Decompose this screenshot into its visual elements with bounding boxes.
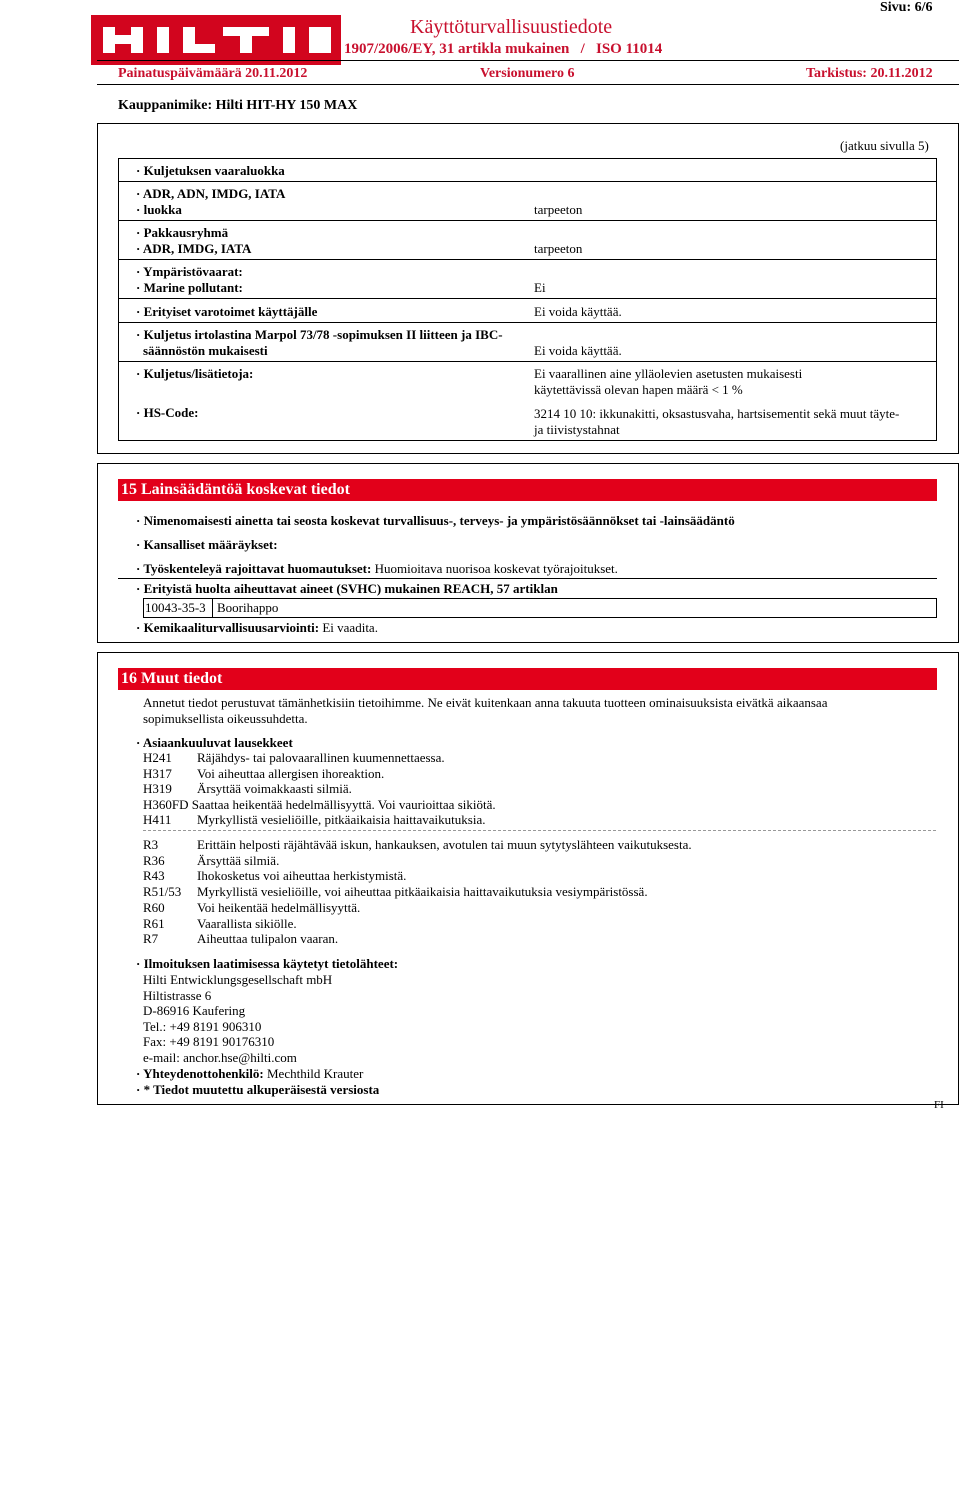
contact-label: · Yhteydenottohenkilö: [136,1066,264,1081]
phrase-text: Ärsyttää voimakkaasti silmiä. [197,781,352,797]
phrase-text: Voi aiheuttaa allergisen ihoreaktion. [197,765,385,781]
document-subtitle: 1907/2006/EY, 31 artikla mukainen / ISO 11014 [344,41,663,57]
r-phrases-list [143,837,692,947]
marine-value: Ei [534,280,546,295]
phrase-code: R51/53 [143,884,182,900]
phrase-text: Saattaa heikentää hedelmällisyyttä. Voi vaurioittaa sikiötä. [191,796,496,812]
row-divider [118,578,937,579]
phrase-code: R3 [143,837,159,852]
language-code: FI [934,1099,944,1111]
list-item [143,766,496,782]
h-phrases-list [143,750,496,828]
company-street: Hiltistrasse 6 [143,987,212,1003]
packing-regs-label: · ADR, IMDG, IATA [136,241,252,256]
class-label: · luokka [136,202,182,217]
svhc-label: · Erityistä huolta aiheuttavat aineet (SVHC) mukainen REACH, 57 artiklan [136,581,558,596]
phrase-text: Vaarallista sikiölle. [197,915,297,931]
phrase-text: Räjähdys- tai palovaarallinen kuumennettaessa. [197,750,445,765]
hazard-class-label: · Kuljetuksen vaaraluokka [136,163,285,178]
phrase-text: Ärsyttää silmiä. [197,852,280,868]
document-title: Käyttöturvallisuustiedote [410,16,613,38]
company-name: Hilti Entwicklungsgesellschaft mbH [143,972,333,987]
svhc-cell-divider [212,598,213,618]
phrase-code: R61 [143,915,165,931]
hs-label: · HS-Code: [136,405,199,420]
phrase-code: R43 [143,868,165,884]
revision-date: Tarkistus: 20.11.2012 [806,66,933,81]
extra-value-cont: käytettävissä olevan hapen määrä < 1 % [534,382,743,397]
contact-person [136,1066,363,1082]
row-divider [118,181,937,182]
marine-label: · Marine pollutant: [136,280,243,295]
contact-value: Mechthild Krauter [263,1066,364,1081]
trade-name: Kauppanimike: Hilti HIT-HY 150 MAX [118,98,358,113]
work-restrictions-label: · Työskenteleyä rajoittavat huomautukset: [136,561,372,576]
company-email: e-mail: anchor.hse@hilti.com [143,1049,297,1065]
phrase-text: Myrkyllistä vesieliöille, pitkäaikaisia haittavaikutuksia. [197,812,486,828]
phrase-text: Aiheuttaa tulipalon vaaran. [197,931,339,947]
intro-text-cont: sopimuksellista oikeussuhdetta. [143,711,308,726]
list-item [143,837,692,853]
header-rule [97,60,959,61]
company-phone: Tel.: +49 8191 906310 [143,1018,262,1034]
phrase-code: H319 [143,781,172,797]
hs-value: 3214 10 10: ikkunakitti, oksastusvaha, hartsisementit sekä muut täyte- [534,406,900,421]
row-divider [118,361,937,362]
extra-value: Ei vaarallinen aine ylläolevien asetusten mukaisesti [534,366,803,381]
company-address [143,972,332,1066]
list-item [143,931,692,947]
changes-note: · * Tiedot muutettu alkuperäisestä versiosta [136,1082,380,1097]
list-item [143,900,692,916]
phrase-text: Erittäin helposti räjähtävää iskun, hankauksen, avotulen tai muun sytytyslähteen vaikutuksesta. [197,837,692,852]
list-item [143,750,496,766]
phrase-code: H241 [143,750,172,765]
phrase-text: Ihokosketus voi aiheuttaa herkistymistä. [197,868,407,884]
list-item [143,812,496,828]
intro-text: Annetut tiedot perustuvat tämänhetkisiin tietoihimme. Ne eivät kuitenkaan anna takuuta tuotteen ominaisuuksista eivätkä aikaansaa [143,695,828,710]
bulk-value: Ei voida käyttää. [534,343,622,358]
phrase-code: H411 [143,812,172,828]
version-number: Versionumero 6 [480,66,575,81]
sources-label: · Ilmoituksen laatimisessa käytetyt tietolähteet: [136,956,399,971]
print-date: Painatuspäivämäärä 20.11.2012 [118,66,308,81]
page-number: Sivu: 6/6 [880,0,933,15]
phrase-code: H317 [143,765,172,781]
meta-rule [97,84,959,85]
special-value: Ei voida käyttää. [534,304,622,319]
list-item [143,916,692,932]
hilti-logo [91,15,341,65]
phrase-code: R60 [143,899,165,915]
hs-value-cont: ja tiivistystahnat [534,422,620,437]
env-hazards-label: · Ympäristövaarat: [136,264,243,279]
packing-group-label: · Pakkausryhmä [136,225,229,240]
national-regulations-label: · Kansalliset määräykset: [136,537,278,552]
special-label: · Erityiset varotoimet käyttäjälle [136,304,318,319]
list-item [143,868,692,884]
bulk-label: · Kuljetus irtolastina Marpol 73/78 -sopimuksen II liitteen ja IBC- [136,327,503,342]
continued-note: (jatkuu sivulla 5) [840,138,929,153]
list-item [143,781,496,797]
phrases-label: · Asiaankuuluvat lausekkeet [136,735,293,750]
chemical-safety-value: Ei vaadita. [319,620,378,635]
phrase-code: R7 [143,931,159,947]
svhc-name: Boorihappo [217,600,279,615]
bulk-label-cont: säännöstön mukaisesti [143,343,268,358]
list-item [143,853,692,869]
chemical-safety-label: · Kemikaaliturvallisuusarviointi: [136,620,320,635]
list-item [143,884,692,900]
svhc-cas: 10043-35-3 [145,600,206,615]
row-divider [118,298,937,299]
section-16-title: 16 Muut tiedot [118,668,937,690]
chemical-safety [136,620,378,636]
work-restrictions [136,561,618,577]
class-value: tarpeeton [534,202,583,217]
company-city: D-86916 Kaufering [143,1003,246,1019]
phrase-text: Myrkyllistä vesieliöille, voi aiheuttaa pitkäaikaisia haittavaikutuksia vesiympäristössä. [197,884,648,900]
phrase-code: R36 [143,852,165,868]
company-fax: Fax: +49 8191 90176310 [143,1034,275,1050]
extra-label: · Kuljetus/lisätietoja: [136,366,254,381]
phrase-text: Voi heikentää hedelmällisyyttä. [197,899,361,915]
row-divider [118,220,937,221]
work-restrictions-value: Huomioitava nuorisoa koskevat työrajoitukset. [371,561,618,576]
phrase-code: H360FD [143,796,189,812]
phrase-separator [143,830,936,831]
row-divider [118,322,937,323]
row-divider [118,259,937,260]
adr-label: · ADR, ADN, IMDG, IATA [136,186,286,201]
packing-value: tarpeeton [534,241,583,256]
section-15-title: 15 Lainsäädäntöä koskevat tiedot [118,479,937,501]
list-item [143,797,496,813]
eu-regulations-label: · Nimenomaisesti ainetta tai seosta koskevat turvallisuus-, terveys- ja ympäristösäännökset tai -lainsäädäntö [136,513,735,528]
